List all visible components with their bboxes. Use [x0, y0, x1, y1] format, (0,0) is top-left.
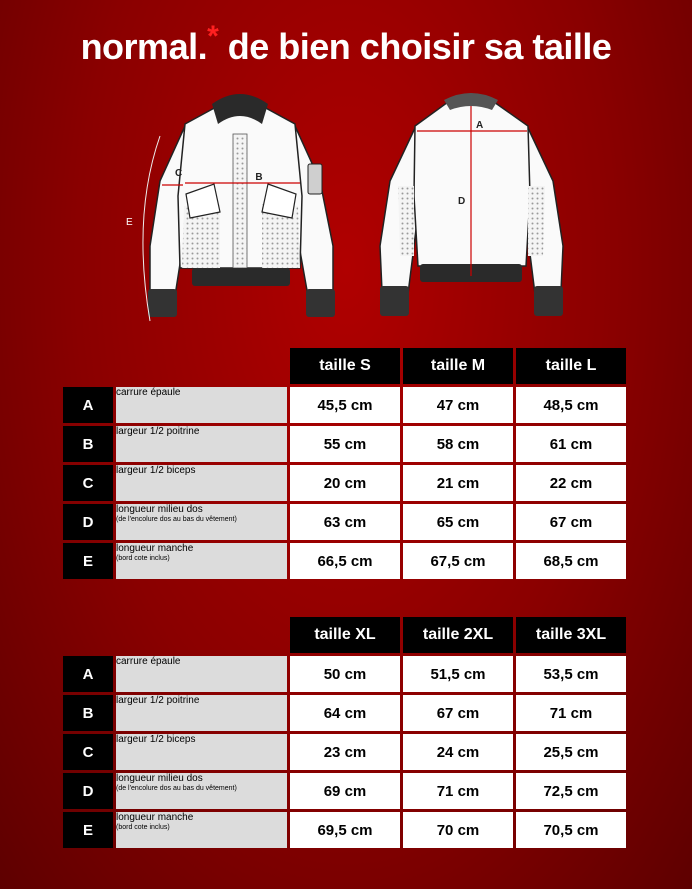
size-header: taille M: [403, 348, 513, 384]
page-title: [0, 20, 692, 68]
size-table-1: [60, 345, 629, 582]
size-header: taille S: [290, 348, 400, 384]
value-cell: 23 cm: [290, 734, 400, 770]
value-cell: 69 cm: [290, 773, 400, 809]
row-letter: A: [63, 387, 113, 423]
title-text: de bien choisir sa taille: [218, 26, 612, 67]
row-letter: C: [63, 465, 113, 501]
table-row: [63, 695, 626, 731]
size-header: taille L: [516, 348, 626, 384]
row-letter: E: [63, 812, 113, 848]
row-label: largeur 1/2 biceps: [116, 734, 287, 770]
size-header: taille 3XL: [516, 617, 626, 653]
value-cell: 20 cm: [290, 465, 400, 501]
table-row: [63, 773, 626, 809]
row-label: longueur manche (bord cote inclus): [116, 812, 287, 848]
row-label: longueur manche (bord cote inclus): [116, 543, 287, 579]
row-sublabel: (bord cote inclus): [116, 824, 170, 831]
value-cell: 47 cm: [403, 387, 513, 423]
row-letter: D: [63, 773, 113, 809]
table-row: [63, 465, 626, 501]
table-row: [63, 504, 626, 540]
value-cell: 25,5 cm: [516, 734, 626, 770]
value-cell: 53,5 cm: [516, 656, 626, 692]
row-letter: C: [63, 734, 113, 770]
value-cell: 51,5 cm: [403, 656, 513, 692]
value-cell: 58 cm: [403, 426, 513, 462]
row-letter: E: [63, 543, 113, 579]
table-row: [63, 543, 626, 579]
label-a: A: [476, 120, 484, 131]
label-c: C: [175, 168, 183, 179]
row-label: largeur 1/2 poitrine: [116, 426, 287, 462]
value-cell: 68,5 cm: [516, 543, 626, 579]
row-label: longueur milieu dos (de l'encolure dos au bas du vêtement): [116, 773, 287, 809]
row-sublabel: (de l'encolure dos au bas du vêtement): [116, 516, 237, 523]
row-label: longueur milieu dos (de l'encolure dos au bas du vêtement): [116, 504, 287, 540]
jacket-diagram: [0, 86, 692, 331]
value-cell: 64 cm: [290, 695, 400, 731]
size-header: taille 2XL: [403, 617, 513, 653]
row-label: largeur 1/2 poitrine: [116, 695, 287, 731]
value-cell: 71 cm: [516, 695, 626, 731]
brand-star: *: [207, 20, 219, 53]
value-cell: 67 cm: [516, 504, 626, 540]
row-label: largeur 1/2 biceps: [116, 465, 287, 501]
size-table-2: [60, 614, 629, 851]
table-row: [63, 426, 626, 462]
row-sublabel: (de l'encolure dos au bas du vêtement): [116, 785, 237, 792]
table-row: [63, 656, 626, 692]
value-cell: 55 cm: [290, 426, 400, 462]
row-letter: B: [63, 426, 113, 462]
jacket-front-illustration: [126, 94, 335, 321]
value-cell: 69,5 cm: [290, 812, 400, 848]
value-cell: 22 cm: [516, 465, 626, 501]
value-cell: 50 cm: [290, 656, 400, 692]
row-letter: D: [63, 504, 113, 540]
value-cell: 71 cm: [403, 773, 513, 809]
row-label: carrure épaule: [116, 656, 287, 692]
value-cell: 67,5 cm: [403, 543, 513, 579]
value-cell: 21 cm: [403, 465, 513, 501]
label-e: E: [126, 217, 133, 228]
table-header-row: [63, 348, 626, 384]
table-row: [63, 734, 626, 770]
value-cell: 61 cm: [516, 426, 626, 462]
row-label: carrure épaule: [116, 387, 287, 423]
table-header-row: [63, 617, 626, 653]
jacket-back-illustration: [380, 93, 563, 316]
label-b: B: [255, 172, 263, 183]
value-cell: 65 cm: [403, 504, 513, 540]
value-cell: 66,5 cm: [290, 543, 400, 579]
size-header: taille XL: [290, 617, 400, 653]
row-letter: B: [63, 695, 113, 731]
value-cell: 70,5 cm: [516, 812, 626, 848]
value-cell: 45,5 cm: [290, 387, 400, 423]
value-cell: 72,5 cm: [516, 773, 626, 809]
value-cell: 63 cm: [290, 504, 400, 540]
row-letter: A: [63, 656, 113, 692]
row-sublabel: (bord cote inclus): [116, 555, 170, 562]
table-row: [63, 387, 626, 423]
value-cell: 67 cm: [403, 695, 513, 731]
value-cell: 70 cm: [403, 812, 513, 848]
label-d: D: [458, 196, 466, 207]
value-cell: 48,5 cm: [516, 387, 626, 423]
value-cell: 24 cm: [403, 734, 513, 770]
brand-name: normal.: [80, 26, 208, 67]
table-row: [63, 812, 626, 848]
